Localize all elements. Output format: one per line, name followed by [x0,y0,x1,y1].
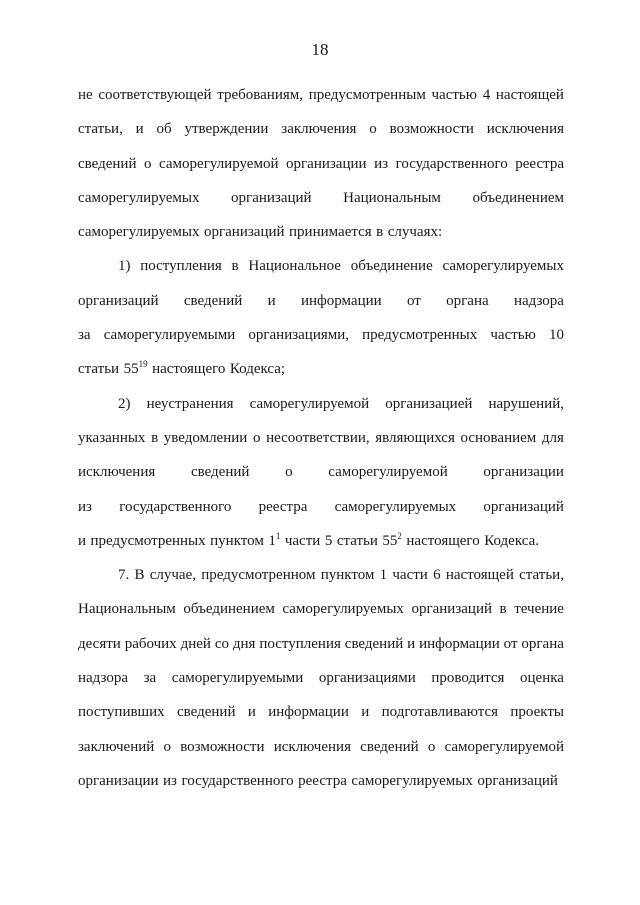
text-line: статьи $55^{19}$ настоящего Кодекса; [78,359,286,378]
text-line: десяти рабочих дней со дня поступления сведений и информации от органа [78,635,564,652]
text-line: 2) неустранения саморегулируемой организацией нарушений, [118,395,564,412]
text-line: организаций сведений и информации от органа надзора [78,292,564,309]
text-line: 1) поступления в Национальное объединение саморегулируемых [118,258,564,275]
text-line: сведений о саморегулируемой организации из государственного реестра [78,155,564,172]
text-line: организации из государственного реестра саморегулируемых организаций [78,772,558,789]
paragraph [78,558,564,798]
paragraph [78,249,564,386]
paragraph [78,387,564,558]
text-line: 7. В случае, предусмотренном пунктом 1 части 6 настоящей статьи, [118,567,564,584]
text-line: статьи, и об утверждении заключения о возможности исключения [78,121,564,138]
paragraph [78,78,564,249]
text-line: и предусмотренных пунктом $1^1$ части 5 статьи $55^2$ настоящего Кодекса. [78,530,539,549]
text-line: надзора за саморегулируемыми организациями проводится оценка [78,670,564,687]
body-text [78,78,564,798]
text-line: за саморегулируемыми организациями, предусмотренных частью 10 [78,327,564,344]
text-line: из государственного реестра саморегулируемых организаций [78,498,564,515]
text-line: заключений о возможности исключения сведений о саморегулируемой [78,738,564,755]
text-line: поступивших сведений и информации и подготавливаются проекты [78,704,564,721]
text-line: исключения сведений о саморегулируемой организации [78,464,564,481]
text-line: саморегулируемых организаций принимается в случаях: [78,224,443,241]
text-line: Национальным объединением саморегулируемых организаций в течение [78,601,564,618]
text-line: саморегулируемых организаций Национальным объединением [78,189,564,206]
page-number: 18 [311,40,329,59]
text-line: указанных в уведомлении о несоответствии, являющихся основанием для [78,429,564,446]
text-line: не соответствующей требованиям, предусмотренным частью 4 настоящей [78,87,564,103]
